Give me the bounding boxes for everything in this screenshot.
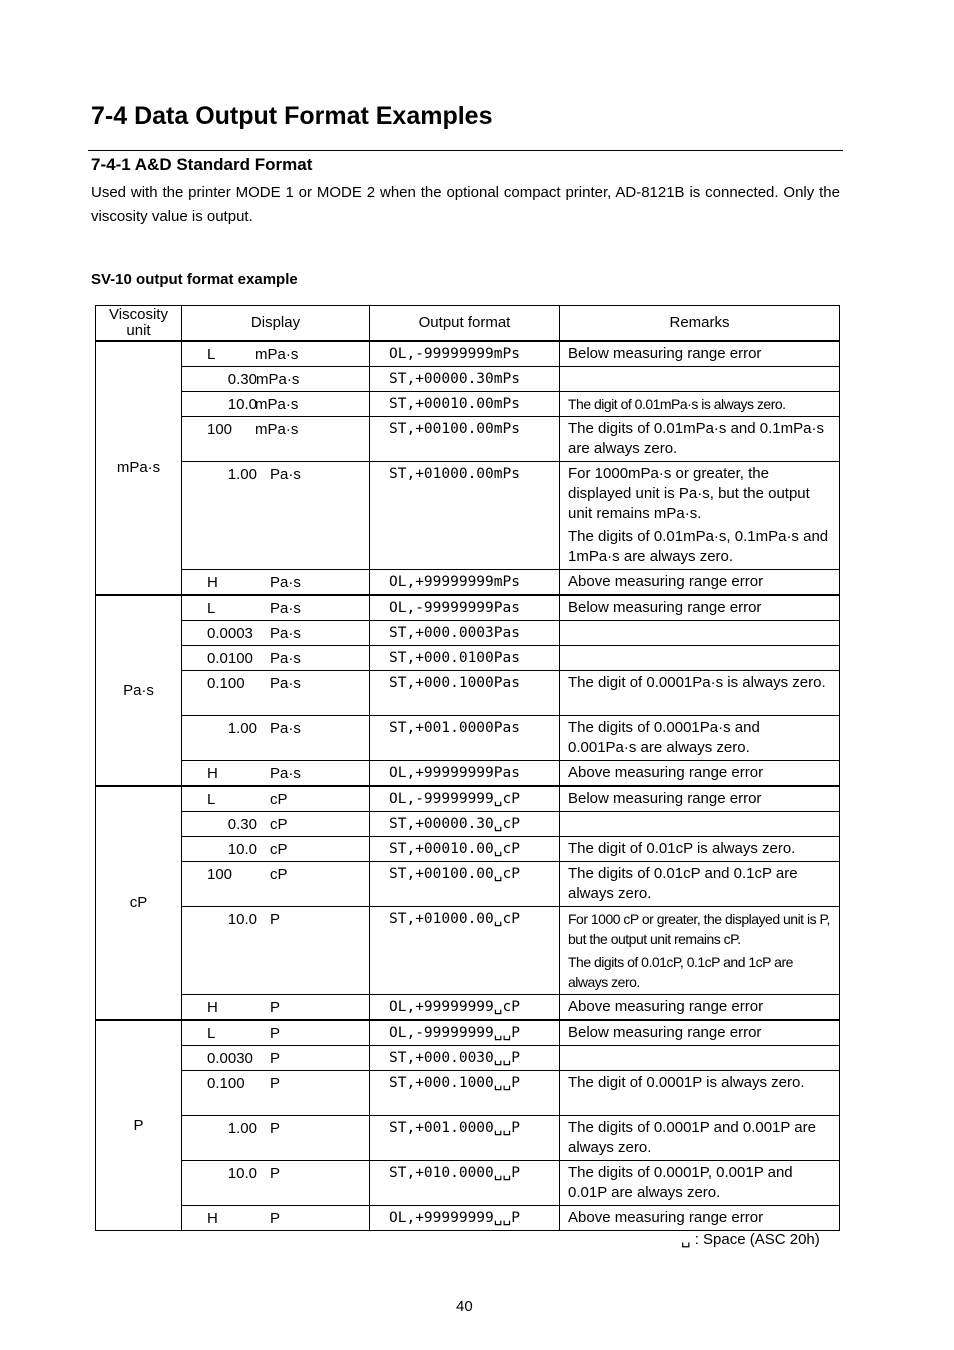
display-value: 0.100 [207,1075,245,1092]
viscosity-unit-cell: Pa·s [96,595,182,786]
remarks-cell [560,812,840,837]
output-format-cell: ST,+00010.00mPs [370,392,560,417]
remarks-cell [560,1161,840,1206]
table-row [96,716,840,761]
display-cell [182,646,370,671]
output-format-cell: ST,+01000.00␣cP [370,907,560,995]
remarks-cell [560,1206,840,1231]
display-cell [182,341,370,367]
output-format-cell: ST,+00000.30mPs [370,367,560,392]
output-format-cell: ST,+000.1000Pas [370,671,560,716]
header-viscosity-unit-line1: Viscosity [109,306,168,323]
display-unit: P [270,1075,281,1092]
display-value: 10.0 [227,1165,257,1182]
display-value: L [207,791,216,808]
display-value: H [207,574,218,591]
display-unit: Pa·s [270,720,301,737]
display-unit: mPa·s [255,396,299,413]
output-format-cell: ST,+010.0000␣␣P [370,1161,560,1206]
remarks-cell [560,907,840,995]
remark-text: The digits of 0.0001Pa·s and 0.001Pa·s are always zero. [568,719,760,756]
output-format-cell: OL,-99999999␣cP [370,786,560,812]
remark-text-secondary: The digits of 0.01cP, 0.1cP and 1cP are always zero. [568,954,793,990]
header-remarks: Remarks [560,306,840,342]
remarks-cell [560,837,840,862]
table-row [96,812,840,837]
display-value: 1.00 [227,1120,257,1137]
remark-text: The digit of 0.01mPa·s is always zero. [568,396,786,412]
display-cell [182,862,370,907]
display-cell [182,1116,370,1161]
display-unit: Pa·s [270,765,301,782]
output-format-cell: ST,+00000.30␣cP [370,812,560,837]
display-value: L [207,1025,216,1042]
remark-text: Above measuring range error [568,998,764,1015]
display-value: H [207,999,218,1016]
display-value: L [207,346,216,363]
table-row [96,570,840,596]
display-unit: Pa·s [270,466,301,483]
output-format-cell: ST,+000.0030␣␣P [370,1046,560,1071]
display-cell [182,837,370,862]
display-cell [182,570,370,596]
remark-text: Below measuring range error [568,599,762,616]
header-output-format: Output format [370,306,560,342]
display-value: 0.0003 [207,625,253,642]
output-format-cell: ST,+00100.00␣cP [370,862,560,907]
display-unit: Pa·s [270,600,301,617]
display-unit: Pa·s [270,650,301,667]
display-unit: mPa·s [255,346,299,363]
table-row [96,837,840,862]
remark-text: The digits of 0.01mPa·s and 0.1mPa·s are always zero. [568,420,824,457]
table-row [96,1046,840,1071]
display-unit: P [270,1165,281,1182]
viscosity-unit-cell: P [96,1020,182,1231]
table-row [96,786,840,812]
header-viscosity-unit-line2: unit [126,322,151,339]
display-value: 1.00 [227,466,257,483]
display-unit: Pa·s [270,675,301,692]
table-row [96,1206,840,1231]
remark-text: The digit of 0.0001Pa·s is always zero. [568,674,826,691]
table-row [96,392,840,417]
page-number: 40 [456,1298,473,1315]
output-format-cell: ST,+00010.00␣cP [370,837,560,862]
display-cell [182,417,370,462]
viscosity-unit-cell: cP [96,786,182,1020]
header-display: Display [182,306,370,342]
remarks-cell [560,1116,840,1161]
display-unit: mPa·s [256,371,300,388]
subsection-title: 7-4-1 A&D Standard Format [91,155,313,174]
table-row [96,862,840,907]
output-format-cell: ST,+001.0000␣␣P [370,1116,560,1161]
space-legend: ␣ : Space (ASC 20h) [681,1231,820,1248]
table-row [96,367,840,392]
remarks-cell [560,595,840,621]
remarks-cell [560,761,840,787]
output-format-cell: OL,+99999999mPs [370,570,560,596]
display-value: H [207,1210,218,1227]
remarks-cell [560,392,840,417]
display-cell [182,1161,370,1206]
output-format-cell: OL,+99999999␣cP [370,995,560,1021]
remarks-cell [560,462,840,570]
display-cell [182,786,370,812]
display-value: 1.00 [227,720,257,737]
remark-text: The digit of 0.01cP is always zero. [568,840,796,857]
display-value: 0.100 [207,675,245,692]
table-row [96,341,840,367]
output-format-cell: ST,+000.1000␣␣P [370,1071,560,1116]
remarks-cell [560,716,840,761]
section-title: 7-4 Data Output Format Examples [91,102,493,130]
display-value: 10.0 [227,911,257,928]
table-row [96,621,840,646]
output-format-cell: OL,-99999999Pas [370,595,560,621]
remark-text: Above measuring range error [568,764,764,781]
display-cell [182,1071,370,1116]
display-unit: P [270,1210,281,1227]
output-format-cell: OL,-99999999mPs [370,341,560,367]
remark-text: For 1000 cP or greater, the displayed unit is P, but the output unit remains cP. [568,911,830,947]
display-cell [182,462,370,570]
remarks-cell [560,646,840,671]
display-value: H [207,765,218,782]
remark-text: Below measuring range error [568,790,762,807]
remark-text: The digits of 0.0001P, 0.001P and 0.01P are always zero. [568,1164,793,1201]
output-format-cell: ST,+01000.00mPs [370,462,560,570]
display-cell [182,595,370,621]
display-cell [182,761,370,787]
remarks-cell [560,1020,840,1046]
remark-text: For 1000mPa·s or greater, the displayed unit is Pa·s, but the output unit remains mPa·s. [568,465,810,522]
display-cell [182,392,370,417]
example-title: SV-10 output format example [91,271,298,288]
output-format-table [95,305,840,1231]
display-value: 0.0030 [207,1050,253,1067]
output-format-cell: ST,+001.0000Pas [370,716,560,761]
display-unit: cP [270,866,288,883]
output-format-cell: OL,+99999999␣␣P [370,1206,560,1231]
display-cell [182,671,370,716]
table-row [96,417,840,462]
output-format-cell: ST,+000.0100Pas [370,646,560,671]
display-unit: P [270,1025,281,1042]
remarks-cell [560,1046,840,1071]
table-row [96,595,840,621]
display-value: 10.0 [227,841,257,858]
display-unit: P [270,1050,281,1067]
table-row [96,761,840,787]
display-cell [182,907,370,995]
display-unit: mPa·s [255,421,299,438]
output-format-cell: OL,+99999999Pas [370,761,560,787]
table-row [96,671,840,716]
display-cell [182,367,370,392]
viscosity-unit-cell: mPa·s [96,341,182,595]
table-row [96,1071,840,1116]
remark-text-secondary: The digits of 0.01mPa·s, 0.1mPa·s and 1mPa·s are always zero. [568,528,829,565]
display-value: 100 [207,421,233,438]
header-viscosity-unit [96,306,182,342]
table-row [96,907,840,995]
output-format-cell: ST,+00100.00mPs [370,417,560,462]
display-value: 0.30 [227,371,257,388]
display-unit: P [270,1120,281,1137]
title-divider [88,150,843,151]
remarks-cell [560,417,840,462]
display-unit: cP [270,791,288,808]
remarks-cell [560,671,840,716]
remarks-cell [560,621,840,646]
table-body [96,341,840,1231]
remarks-cell [560,862,840,907]
table-row [96,462,840,570]
table-row [96,1020,840,1046]
table-row [96,1116,840,1161]
display-unit: Pa·s [270,574,301,591]
display-cell [182,1206,370,1231]
remark-text: Above measuring range error [568,1209,764,1226]
display-unit: P [270,911,281,928]
remark-text: Below measuring range error [568,345,762,362]
remark-text: Below measuring range error [568,1024,762,1041]
table-row [96,995,840,1021]
display-value: 0.30 [227,816,257,833]
remark-text: The digits of 0.01cP and 0.1cP are always zero. [568,865,798,902]
remarks-cell [560,570,840,596]
display-value: 100 [207,866,233,883]
display-unit: cP [270,816,288,833]
display-unit: P [270,999,281,1016]
display-cell [182,812,370,837]
display-value: L [207,600,216,617]
display-cell [182,1020,370,1046]
remarks-cell [560,341,840,367]
display-value: 0.0100 [207,650,253,667]
display-unit: Pa·s [270,625,301,642]
table-row [96,1161,840,1206]
table-header-row [96,306,840,342]
remark-text: The digits of 0.0001P and 0.001P are always zero. [568,1119,816,1156]
display-value: 10.0 [227,396,257,413]
remarks-cell [560,995,840,1021]
display-cell [182,621,370,646]
display-cell [182,995,370,1021]
display-unit: cP [270,841,288,858]
remarks-cell [560,1071,840,1116]
remark-text: Above measuring range error [568,573,764,590]
remark-text: The digit of 0.0001P is always zero. [568,1074,805,1091]
display-cell [182,1046,370,1071]
display-cell [182,716,370,761]
output-format-cell: ST,+000.0003Pas [370,621,560,646]
output-format-cell: OL,-99999999␣␣P [370,1020,560,1046]
intro-paragraph: Used with the printer MODE 1 or MODE 2 when the optional compact printer, AD-8121B is connected. Only the viscosity value is output. [91,184,840,225]
remarks-cell [560,786,840,812]
table-row [96,646,840,671]
remarks-cell [560,367,840,392]
